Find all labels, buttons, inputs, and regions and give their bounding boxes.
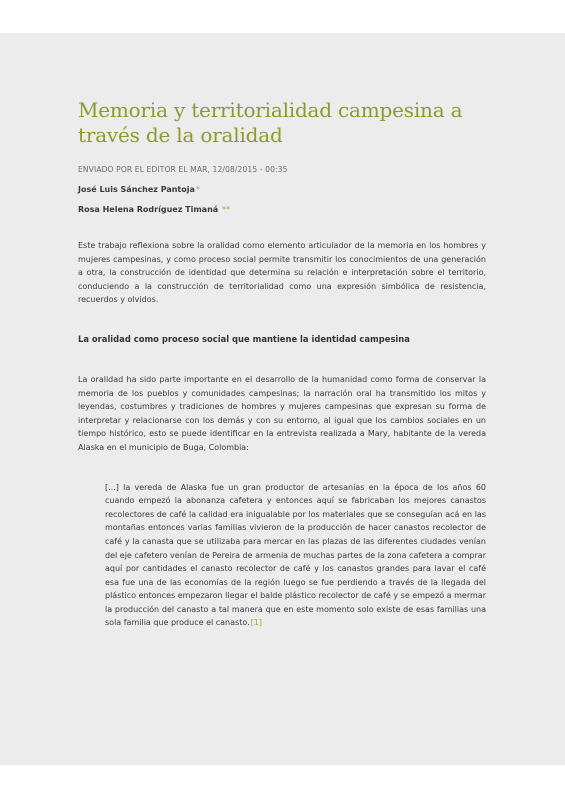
footnote-link[interactable]: [1]	[250, 618, 262, 628]
author-list	[78, 184, 486, 215]
body-paragraph: La oralidad ha sido parte importante en el desarrollo de la humanidad como forma de conservar la memoria de los pueblos y comunidades campesinas; la narración oral ha transmitido los mitos y leyendas, costumbres y tradiciones de hombres y mujeres campesinas que expresan su forma de interpretar y relacionarse con los demás y con su entorno, al igual que los cambios sociales en un tiempo histórico, esto se puede identificar en la entrevista realizada a Mary, habitante de la vereda Alaska en el municipio de Buga, Colombia:	[78, 374, 486, 452]
document-page	[0, 33, 565, 765]
author-1	[78, 184, 486, 195]
interview-quote	[105, 481, 486, 631]
quote-text: [...] la vereda de Alaska fue un gran productor de artesanías en la época de los años 60 cuando empezó la abonanza cafetera y entonces aquí se fabricaban los mejores canastos recolectores de café la calidad era inigualable por los materiales que se conseguían acá en las montañas entonces varias familias vivieron de la producción de hacer canastos recolector de café y la canasta que se utilizaba para mercar en las plazas de las diferentes ciudades venían del eje cafetero venían de Pereira de armenia de muchas partes de la zona cafetera a comprar aquí por cantidades el canasto recolector de café y los canastos grandes para lavar el café esa fue una de las economías de la región luego se fue perdiendo a través de la llegada del plástico entonces empezaron llegar el balde plástico recolector de café y se empezó a mermar la producción del canasto a tal manera que en este momento solo existe de esas familias una sola familia que produce el canasto.	[105, 482, 486, 628]
author-name: Rosa Helena Rodríguez Timaná	[78, 205, 219, 214]
author-2	[78, 204, 486, 215]
article-content	[78, 98, 486, 638]
section-heading: La oralidad como proceso social que mantiene la identidad campesina	[78, 333, 410, 344]
article-meta: ENVIADO POR EL EDITOR EL MAR, 12/08/2015 - 00:35	[78, 165, 288, 174]
author-footnote-mark[interactable]: *	[195, 185, 200, 194]
author-footnote-mark[interactable]: **	[221, 205, 230, 214]
author-name: José Luis Sánchez Pantoja	[78, 185, 195, 194]
article-title: Memoria y territorialidad campesina a través de la oralidad	[78, 98, 463, 147]
abstract-paragraph: Este trabajo reflexiona sobre la oralidad como elemento articulador de la memoria en los hombres y mujeres campesinas, y como proceso social permite transmitir los conocimientos de una generación a otra, la construcción de identidad que determina su relación e interpretación sobre el territorio, conduciendo a la construcción de territorialidad como una expresión simbólica de resistencia, recuerdos y olvidos.	[78, 241, 486, 305]
